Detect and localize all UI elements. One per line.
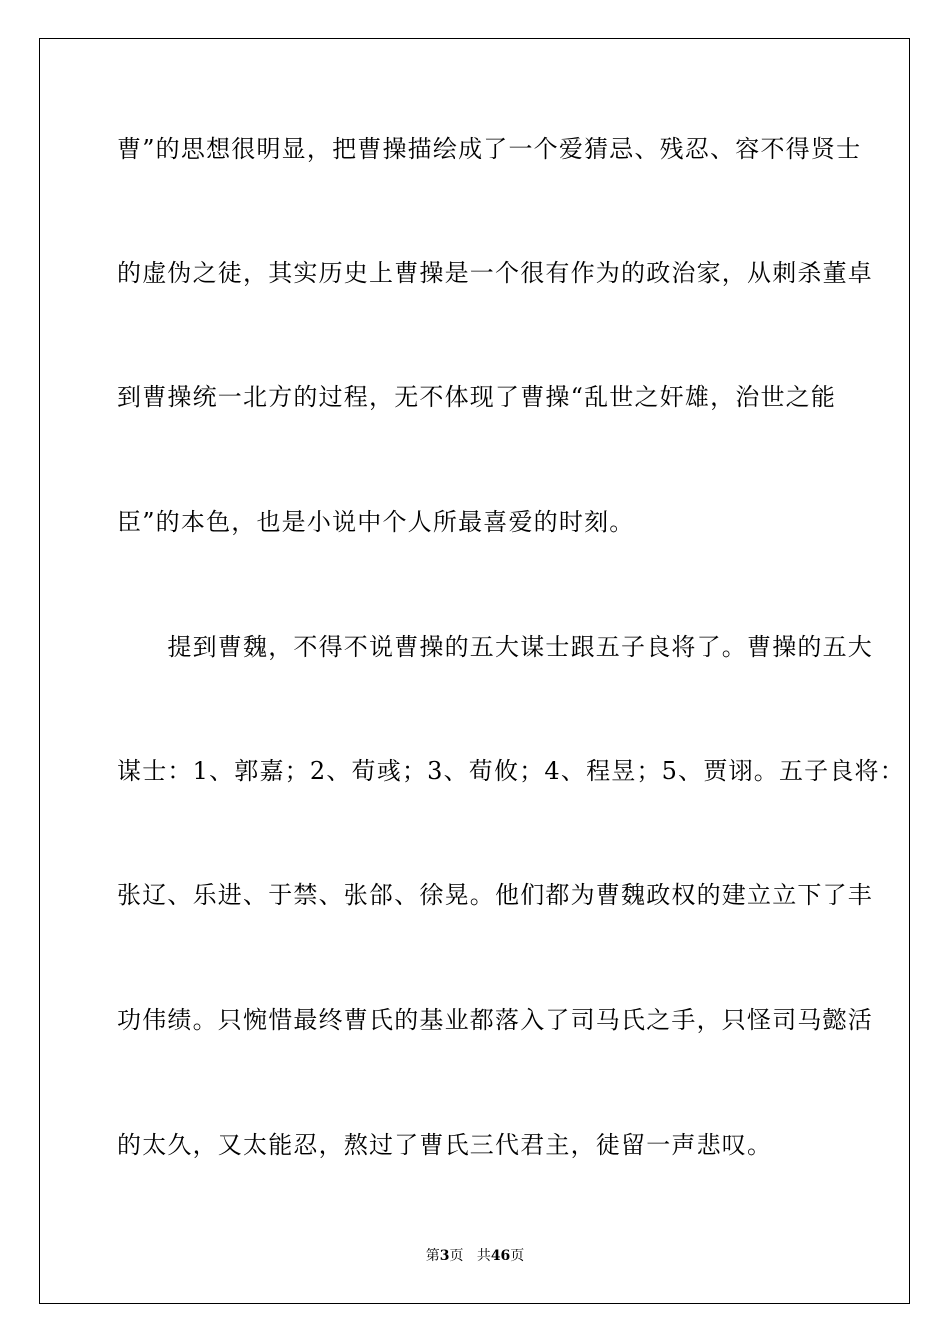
- page-footer: [0, 1247, 950, 1265]
- text-line: 张辽、乐进、于禁、张郃、徐晃。他们都为曹魏政权的建立立下了丰: [117, 881, 873, 909]
- page-suffix: 页: [449, 1248, 464, 1264]
- text-line: 臣”的本色，也是小说中个人所最喜爱的时刻。: [117, 508, 635, 536]
- paragraph-first-line: 提到曹魏，不得不说曹操的五大谋士跟五子良将了。曹操的五大: [117, 633, 873, 661]
- page-border: [39, 38, 910, 1304]
- text-line: 曹”的思想很明显，把曹操描绘成了一个爱猜忌、残忍、容不得贤士: [117, 135, 862, 163]
- current-page-number: 3: [439, 1248, 450, 1264]
- total-suffix: 页: [510, 1248, 525, 1264]
- text-line: 的太久，又太能忍，熬过了曹氏三代君主，徒留一声悲叹。: [117, 1131, 773, 1159]
- total-page-count: 46: [490, 1248, 511, 1264]
- text-line: 到曹操统一北方的过程，无不体现了曹操“乱世之奸雄，治世之能: [117, 383, 837, 411]
- text-line: 谋士：1、郭嘉；2、荀彧；3、荀攸；4、程昱；5、贾诩。五子良将：: [117, 757, 905, 785]
- total-prefix: 共: [476, 1248, 491, 1264]
- page-prefix: 第: [425, 1248, 440, 1264]
- text-line: 功伟绩。只惋惜最终曹氏的基业都落入了司马氏之手，只怪司马懿活: [117, 1006, 873, 1034]
- text-line: 的虚伪之徒，其实历史上曹操是一个很有作为的政治家，从刺杀董卓: [117, 259, 873, 287]
